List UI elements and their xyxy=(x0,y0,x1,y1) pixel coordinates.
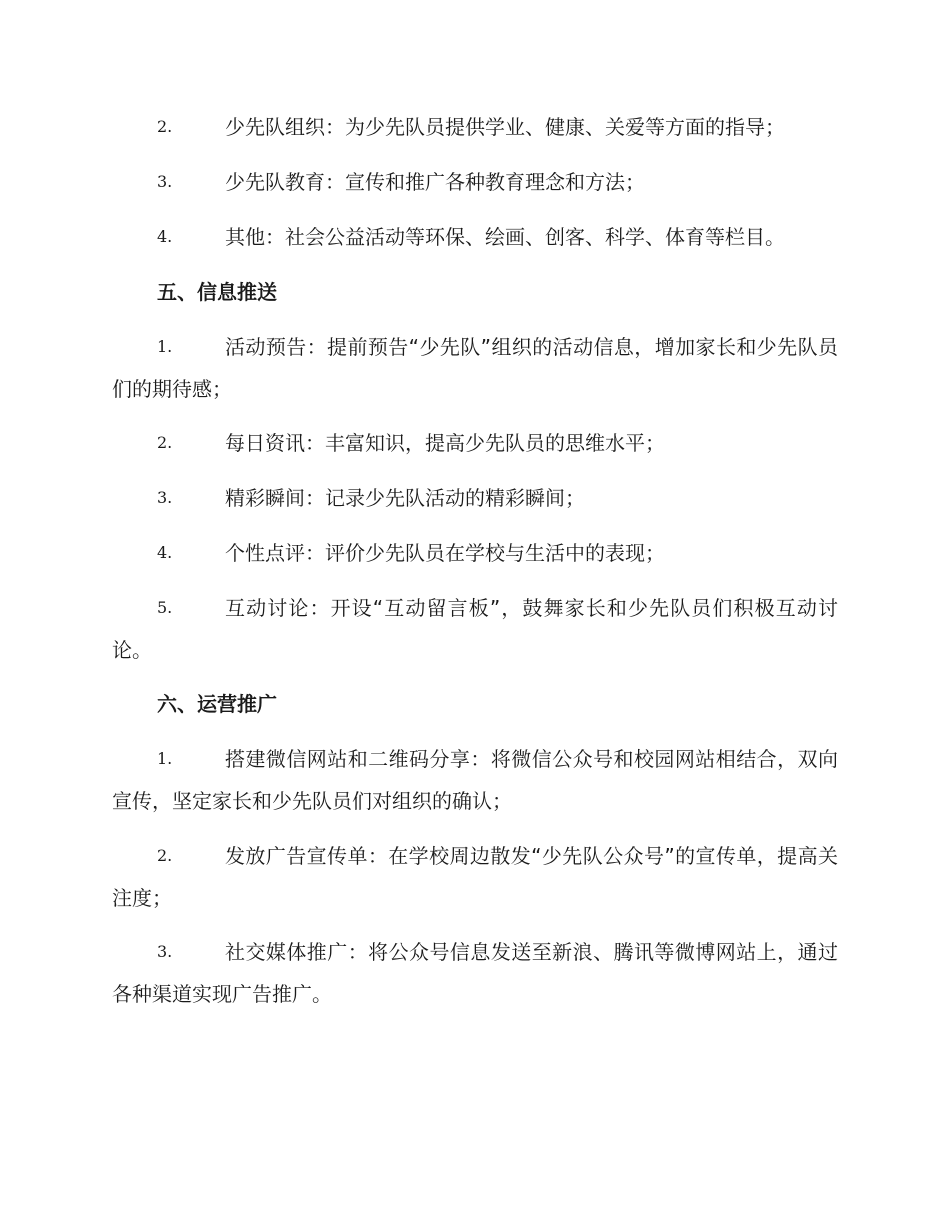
item-text: 精彩瞬间：记录少先队活动的精彩瞬间； xyxy=(225,486,585,510)
item-number: 1. xyxy=(157,337,173,356)
list-item xyxy=(112,532,838,574)
list-item xyxy=(112,587,838,671)
item-number: 4. xyxy=(157,227,173,246)
list-item xyxy=(112,477,838,519)
item-text: 搭建微信网站和二维码分享：将微信公众号和校园网站相结合，双向宣传，坚定家长和少先队员们对组织的确认； xyxy=(112,747,838,813)
item-number: 2. xyxy=(157,433,173,452)
item-number: 3. xyxy=(157,172,173,191)
list-item xyxy=(112,422,838,464)
item-number: 4. xyxy=(157,543,173,562)
item-number: 1. xyxy=(157,749,173,768)
item-number: 3. xyxy=(157,942,173,961)
list-item xyxy=(112,161,838,203)
list-item xyxy=(112,835,838,919)
section-heading: 五、信息推送 xyxy=(157,280,277,304)
item-text: 每日资讯：丰富知识，提高少先队员的思维水平； xyxy=(225,431,665,455)
item-text: 互动讨论：开设“互动留言板”，鼓舞家长和少先队员们积极互动讨论。 xyxy=(112,596,838,662)
item-text: 社交媒体推广：将公众号信息发送至新浪、腾讯等微博网站上，通过各种渠道实现广告推广。 xyxy=(112,940,838,1006)
list-item xyxy=(112,106,838,148)
list-item xyxy=(112,738,838,822)
item-text: 活动预告：提前预告“少先队”组织的活动信息，增加家长和少先队员们的期待感； xyxy=(112,335,838,401)
list-item xyxy=(112,326,838,410)
item-number: 5. xyxy=(157,598,173,617)
item-text: 少先队教育：宣传和推广各种教育理念和方法； xyxy=(225,170,645,194)
item-text: 发放广告宣传单：在学校周边散发“少先队公众号”的宣传单，提高关注度； xyxy=(112,844,838,910)
item-text: 其他：社会公益活动等环保、绘画、创客、科学、体育等栏目。 xyxy=(225,225,785,249)
item-number: 3. xyxy=(157,488,173,507)
list-item xyxy=(112,931,838,1015)
list-item xyxy=(112,216,838,258)
item-number: 2. xyxy=(157,117,173,136)
item-text: 少先队组织：为少先队员提供学业、健康、关爱等方面的指导； xyxy=(225,115,785,139)
item-text: 个性点评：评价少先队员在学校与生活中的表现； xyxy=(225,541,665,565)
item-number: 2. xyxy=(157,846,173,865)
section-heading: 六、运营推广 xyxy=(157,692,277,716)
